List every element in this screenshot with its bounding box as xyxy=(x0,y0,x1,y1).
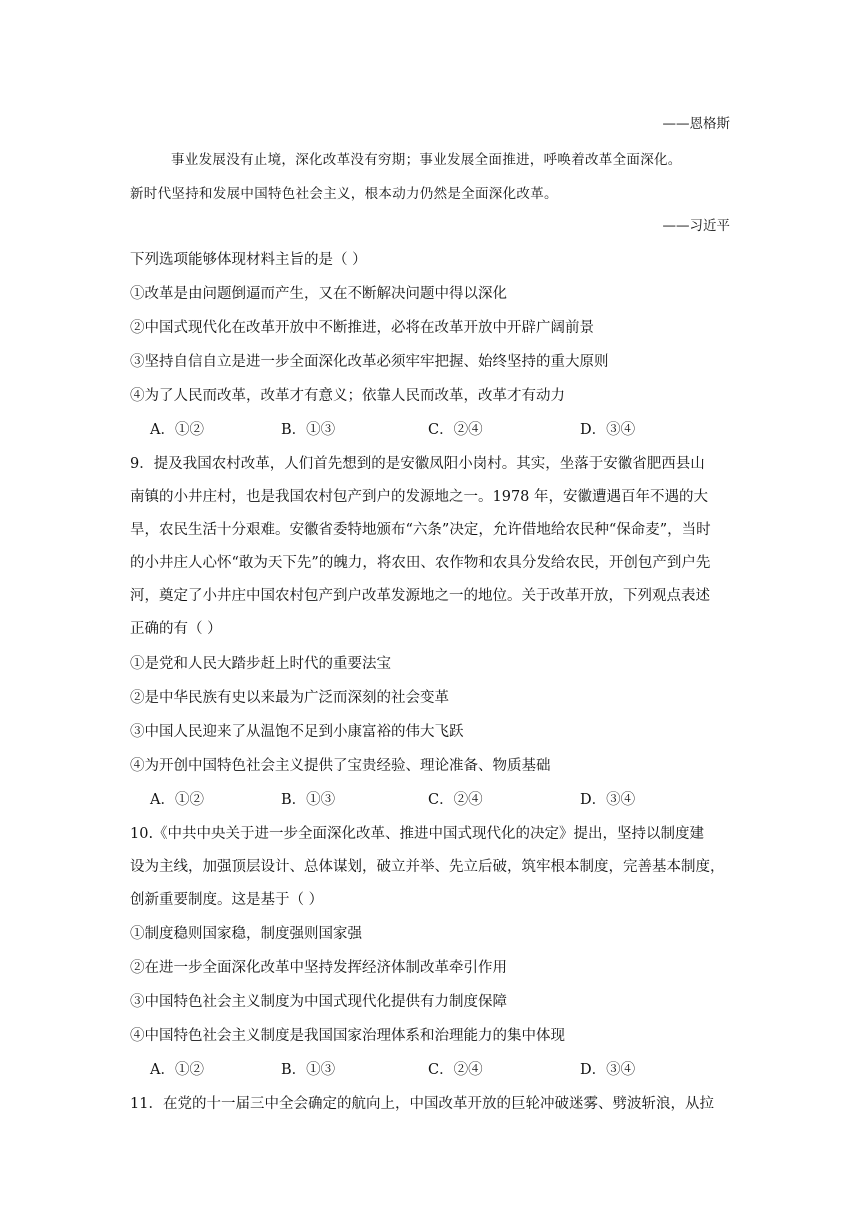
statement-item: ③中国特色社会主义制度为中国式现代化提供有力制度保障 xyxy=(130,994,507,1010)
question-9-text: 南镇的小井庄村，也是我国农村包产到户的发源地之一。1978 年，安徽遭遇百年不遇的大 xyxy=(130,489,709,505)
statement-item: ①制度稳则国家稳，制度强则国家强 xyxy=(130,926,362,942)
attribution-xi: ——习近平 xyxy=(662,218,730,234)
question-10-text: 设为主线，加强顶层设计、总体谋划，破立并举、先立后破，筑牢根本制度，完善基本制度， xyxy=(130,859,725,875)
question-10-text: 创新重要制度。这是基于（ ） xyxy=(130,892,324,908)
question-8-stem: 下列选项能够体现材料主旨的是（ ） xyxy=(130,252,367,268)
option-c[interactable]: C．②④ xyxy=(428,1062,483,1078)
quote-line: 事业发展没有止境，深化改革没有穷期；事业发展全面推进，呼唤着改革全面深化。 xyxy=(171,152,682,168)
option-a[interactable]: A．①② xyxy=(150,792,204,808)
question-9-text: 旱，农民生活十分艰难。安徽省委特地颁布“六条”决定，允许借地给农民种“保命麦”，当时 xyxy=(130,522,711,538)
statement-item: ①改革是由问题倒逼而产生，又在不断解决问题中得以深化 xyxy=(130,286,507,302)
statement-item: ②中国式现代化在改革开放中不断推进，必将在改革开放中开辟广阔前景 xyxy=(130,320,594,336)
question-9-text: 9．提及我国农村改革，人们首先想到的是安徽凤阳小岗村。其实，坐落于安徽省肥西县山 xyxy=(130,456,705,472)
option-d[interactable]: D．③④ xyxy=(580,422,636,438)
option-d[interactable]: D．③④ xyxy=(580,1062,636,1078)
question-9-text: 正确的有（ ） xyxy=(130,621,222,637)
attribution-engels: ——恩格斯 xyxy=(662,116,730,132)
question-10-text: 10.《中共中央关于进一步全面深化改革、推进中国式现代化的决定》提出，坚持以制度建 xyxy=(130,826,705,842)
statement-item: ④为开创中国特色社会主义提供了宝贵经验、理论准备、物质基础 xyxy=(130,758,551,774)
question-9-text: 河，奠定了小井庄中国农村包产到户改革发源地之一的地位。关于改革开放，下列观点表述 xyxy=(130,588,710,604)
option-a[interactable]: A．①② xyxy=(150,1062,204,1078)
question-9-text: 的小井庄人心怀“敢为天下先”的魄力，将农田、农作物和农具分发给农民，开创包产到户先 xyxy=(130,555,711,571)
statement-item: ④为了人民而改革，改革才有意义；依靠人民而改革，改革才有动力 xyxy=(130,388,565,404)
quote-line: 新时代坚持和发展中国特色社会主义，根本动力仍然是全面深化改革。 xyxy=(130,186,558,202)
option-b[interactable]: B．①③ xyxy=(281,422,336,438)
statement-item: ③坚持自信自立是进一步全面深化改革必须牢牢把握、始终坚持的重大原则 xyxy=(130,354,609,370)
statement-item: ④中国特色社会主义制度是我国国家治理体系和治理能力的集中体现 xyxy=(130,1028,565,1044)
option-b[interactable]: B．①③ xyxy=(281,792,336,808)
statement-item: ③中国人民迎来了从温饱不足到小康富裕的伟大飞跃 xyxy=(130,724,464,740)
statement-item: ①是党和人民大踏步赶上时代的重要法宝 xyxy=(130,656,391,672)
question-11-text: 11．在党的十一届三中全会确定的航向上，中国改革开放的巨轮冲破迷雾、劈波斩浪，从拉 xyxy=(130,1096,714,1112)
option-a[interactable]: A．①② xyxy=(150,422,204,438)
option-b[interactable]: B．①③ xyxy=(281,1062,336,1078)
option-c[interactable]: C．②④ xyxy=(428,792,483,808)
statement-item: ②是中华民族有史以来最为广泛而深刻的社会变革 xyxy=(130,690,449,706)
option-d[interactable]: D．③④ xyxy=(580,792,636,808)
statement-item: ②在进一步全面深化改革中坚持发挥经济体制改革牵引作用 xyxy=(130,960,507,976)
option-c[interactable]: C．②④ xyxy=(428,422,483,438)
